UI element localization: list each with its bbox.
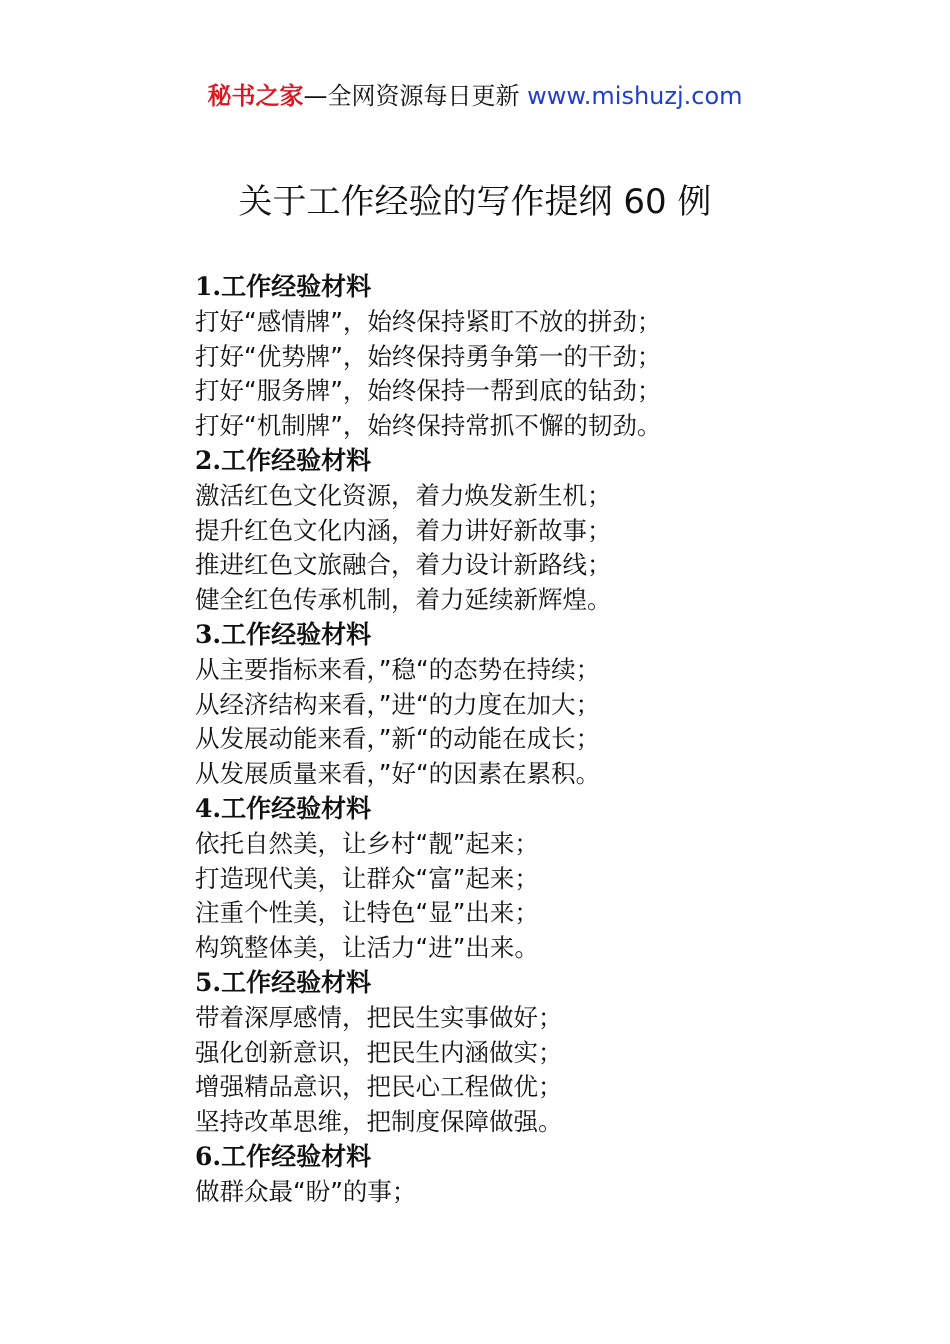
outline-line: 坚持改革思维，把制度保障做强。 [195, 1107, 563, 1137]
section-heading: 2.工作经验材料 [195, 445, 372, 475]
site-tagline: —全网资源每日更新 [303, 82, 528, 110]
outline-line: 从主要指标来看，”稳“的态势在持续； [195, 654, 601, 684]
outline-line: 健全红色传承机制，着力延续新辉煌。 [195, 585, 612, 615]
outline-line: 依托自然美，让乡村“靓”起来； [195, 828, 539, 858]
outline-line: 带着深厚感情，把民生实事做好； [195, 1002, 563, 1032]
outline-line: 注重个性美，让特色“显”出来； [195, 898, 539, 928]
outline-line: 提升红色文化内涵，着力讲好新故事； [195, 515, 612, 545]
outline-line: 打好“感情牌”，始终保持紧盯不放的拼劲； [195, 306, 662, 336]
section-heading: 4.工作经验材料 [195, 793, 372, 823]
outline-section [195, 270, 915, 444]
outline-line: 从经济结构来看，”进“的力度在加大； [195, 689, 601, 719]
outline-line: 从发展质量来看，”好“的因素在累积。 [195, 759, 601, 789]
outline-line: 增强精品意识，把民心工程做优； [195, 1072, 563, 1102]
outline-line: 构筑整体美，让活力“进”出来。 [195, 933, 539, 963]
site-header [0, 80, 950, 112]
outline-line: 打造现代美，让群众“富”起来； [195, 863, 539, 893]
outline-line: 强化创新意识，把民生内涵做实； [195, 1037, 563, 1067]
outline-line: 从发展动能来看，”新“的动能在成长； [195, 724, 601, 754]
section-heading: 1.工作经验材料 [195, 272, 372, 301]
outline-section [195, 1140, 915, 1210]
outline-section [195, 444, 915, 618]
outline-line: 打好“优势牌”，始终保持勇争第一的干劲； [195, 341, 662, 371]
outline-line: 做群众最“盼”的事； [195, 1176, 417, 1206]
section-heading: 6.工作经验材料 [195, 1141, 372, 1171]
outline-section [195, 792, 915, 966]
site-brand: 秘书之家 [207, 82, 304, 110]
section-heading: 3.工作经验材料 [195, 619, 372, 649]
outline-section [195, 618, 915, 792]
document-body [195, 270, 915, 1210]
outline-line: 激活红色文化资源，着力焕发新生机； [195, 480, 612, 510]
outline-line: 打好“服务牌”，始终保持一帮到底的钻劲； [195, 376, 662, 406]
document-title: 关于工作经验的写作提纲 60 例 [238, 182, 712, 222]
outline-line: 打好“机制牌”，始终保持常抓不懈的韧劲。 [195, 411, 662, 441]
site-url-link[interactable]: www.mishuzj.com [527, 82, 743, 110]
outline-line: 推进红色文旅融合，着力设计新路线； [195, 550, 612, 580]
section-heading: 5.工作经验材料 [195, 967, 372, 997]
outline-section [195, 966, 915, 1140]
